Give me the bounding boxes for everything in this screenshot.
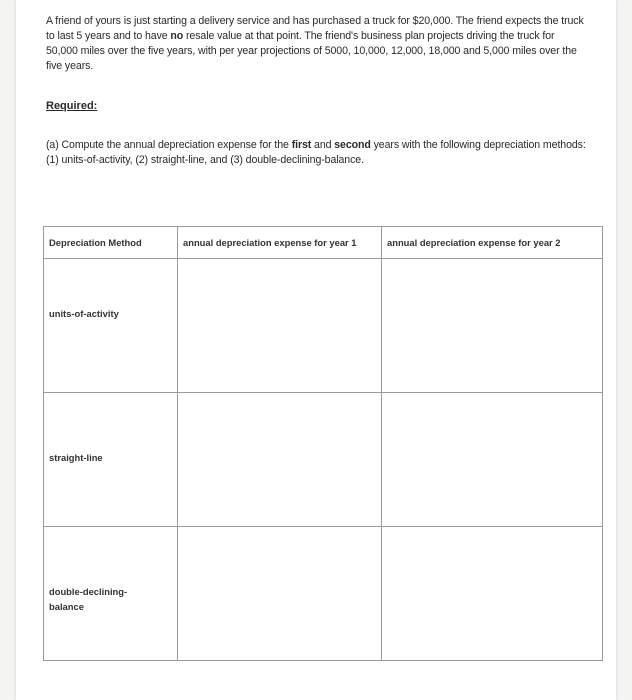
problem-statement — [46, 14, 586, 74]
problem-text-emphasis: no — [170, 30, 184, 42]
header-year1: annual depreciation expense for year 1 — [178, 227, 382, 259]
task-statement — [46, 138, 586, 168]
required-heading: Required: — [46, 100, 98, 112]
header-year2: annual depreciation expense for year 2 — [382, 227, 603, 259]
document-page — [16, 0, 616, 700]
method-label: double-declining-balance — [49, 585, 128, 612]
task-text-part2: years with the following depreciation methods: (1) units-of-activity, (2) straight-line, and (3) double-declining-balance. — [46, 139, 586, 166]
cell-ddb-year2[interactable] — [382, 527, 603, 661]
method-label: straight-line — [49, 452, 103, 463]
table-header-row — [44, 227, 603, 259]
task-text-second: second — [334, 139, 371, 151]
problem-text-part2: resale value at that point. The friend's business plan projects driving the truck for 50,000 miles over the five years, with per year projections of 5000, 10,000, 12,000, 18,000 and 5,000 miles over the five years. — [46, 30, 577, 72]
method-label: units-of-activity — [49, 307, 119, 319]
task-text-first: first — [291, 139, 312, 151]
table-row — [44, 527, 603, 661]
cell-units-year1[interactable] — [178, 259, 382, 393]
table-row — [44, 393, 603, 527]
problem-text-part1: A friend of yours is just starting a delivery service and has purchased a truck for $20,000. The friend expects the truck to last 5 years and to have — [46, 15, 584, 42]
cell-units-year2[interactable] — [382, 259, 603, 393]
method-straight-line — [44, 393, 178, 527]
task-text-and: and — [311, 139, 335, 151]
depreciation-table — [43, 226, 603, 661]
header-method: Depreciation Method — [44, 227, 178, 259]
cell-straight-year2[interactable] — [382, 393, 603, 527]
task-text-part1: (a) Compute the annual depreciation expense for the — [46, 139, 292, 151]
table-row — [44, 259, 603, 393]
method-units-of-activity — [44, 259, 178, 393]
cell-straight-year1[interactable] — [178, 393, 382, 527]
cell-ddb-year1[interactable] — [178, 527, 382, 661]
method-double-declining-balance — [44, 527, 178, 661]
